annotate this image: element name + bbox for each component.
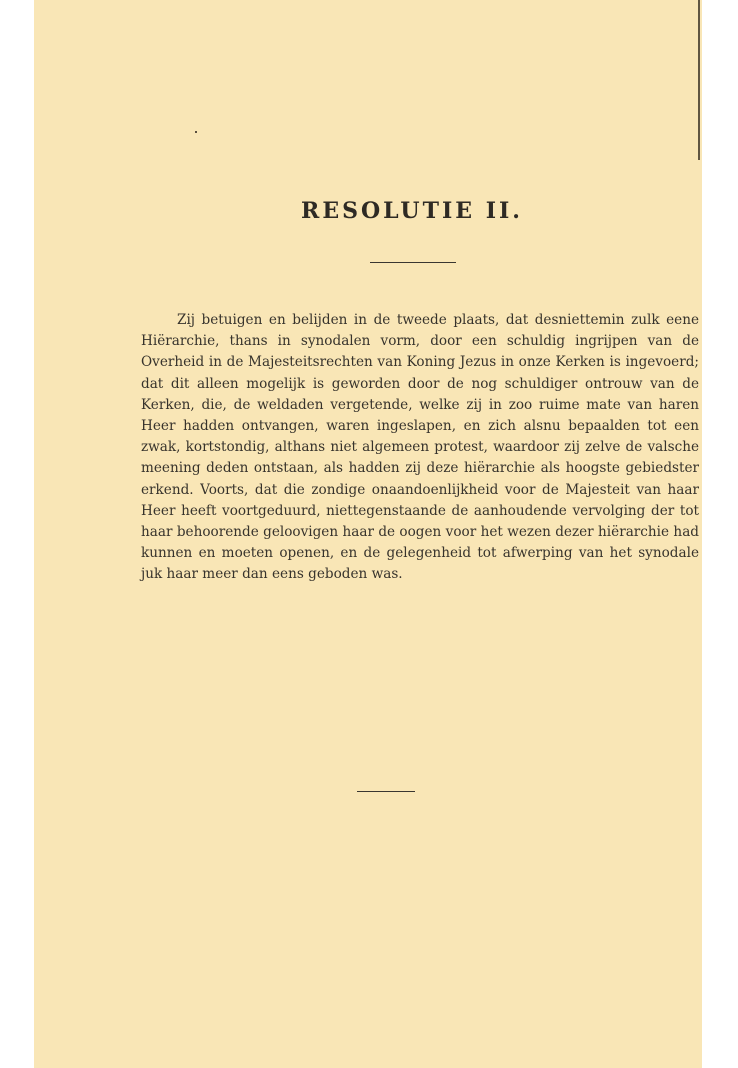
resolution-paragraph: Zij betuigen en belijden in de tweede plaats, dat desniettemin zulk eene Hiërarchie, thans in synodalen vorm, door een schuldig ingrijpen van de Overheid in de Majesteitsrechten van Koning Jezus in onze Kerken is ingevoerd; dat dit alleen mogelijk is geworden door de nog schuldiger ontrouw van de Kerken, die, de weldaden vergetende, welke zij in zoo ruime mate van haren Heer hadden ontvangen, waren ingeslapen, en zich alsnu bepaalden tot een zwak, kortstondig, althans niet algemeen protest, waardoor zij zelve de valsche meening deden ontstaan, als hadden zij deze hiërarchie als hoogste gebiedster erkend. Voorts, dat die zondige onaandoenlijkheid voor de Majesteit van haar Heer heeft voortgeduurd, niettegenstaande de aanhoudende vervolging der tot haar behoorende geloovigen haar de oogen voor het wezen dezer hiërarchie had kunnen en moeten openen, en de gelegenheid tot afwerping van het synodale juk haar meer dan eens geboden was.: [141, 312, 699, 583]
end-divider: [357, 791, 415, 792]
page-margin: [702, 0, 738, 1068]
page-title: RESOLUTIE II.: [301, 198, 523, 224]
ink-speck: [195, 131, 197, 133]
title-divider: [370, 262, 456, 263]
binding-edge-mark: [698, 0, 700, 160]
